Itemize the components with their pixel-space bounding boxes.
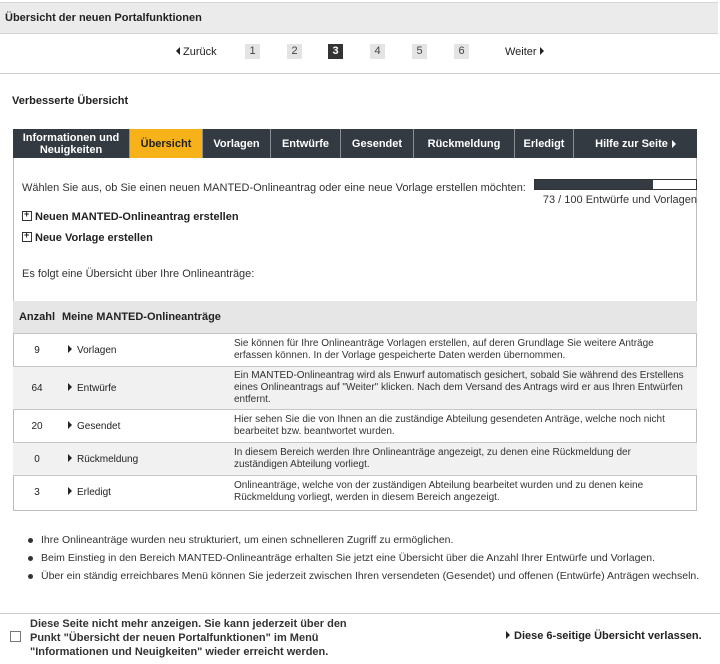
tab-hilfe[interactable] <box>574 129 697 158</box>
tab-vorlagen[interactable] <box>203 129 271 158</box>
arrow-left-icon <box>176 47 180 55</box>
new-document-icon <box>22 211 32 221</box>
divider <box>0 613 720 614</box>
page-2-button[interactable]: 2 <box>287 44 302 59</box>
page-6-button[interactable]: 6 <box>454 44 469 59</box>
create-template-label: Neue Vorlage erstellen <box>35 232 153 244</box>
table-row <box>13 334 697 367</box>
row-name: Vorlagen <box>77 344 117 356</box>
row-link-rueckmeldung[interactable] <box>61 443 234 476</box>
tab-label: Gesendet <box>351 137 403 150</box>
arrow-right-icon <box>68 345 72 353</box>
create-template-link[interactable] <box>22 232 153 244</box>
tab-uebersicht[interactable] <box>130 129 203 158</box>
row-link-vorlagen[interactable] <box>61 334 234 367</box>
column-header-count: Anzahl <box>13 301 61 334</box>
arrow-right-icon <box>68 383 72 391</box>
tab-label: Entwürfe <box>281 137 330 150</box>
arrow-right-icon <box>672 140 676 148</box>
row-count: 64 <box>13 367 61 410</box>
next-link[interactable] <box>505 46 544 58</box>
tab-erledigt[interactable] <box>515 129 574 158</box>
row-name: Gesendet <box>77 420 121 432</box>
back-label: Zurück <box>183 46 217 58</box>
feature-list <box>28 533 708 587</box>
page-header <box>0 2 718 34</box>
page-5-button[interactable]: 5 <box>412 44 427 59</box>
row-description: Hier sehen Sie die von Ihnen an die zuständige Abteilung gesendeten Anträge, welche noch nicht bearbeitet bzw. beantwortet wurden. <box>234 410 697 443</box>
usage-progress-fill <box>535 180 653 189</box>
tab-rueckmeldung[interactable] <box>414 129 515 158</box>
next-label: Weiter <box>505 46 537 58</box>
row-count: 0 <box>13 443 61 476</box>
applications-table <box>13 301 697 508</box>
row-count: 20 <box>13 410 61 443</box>
row-description: Sie können für Ihre Onlineanträge Vorlagen erstellen, auf deren Grundlage Sie weitere Anträge erfassen können. In der Vorlage gespeicherte Daten werden übernommen. <box>234 334 697 367</box>
page-3-button[interactable]: 3 <box>328 44 343 59</box>
tab-gesendet[interactable] <box>341 129 414 158</box>
arrow-right-icon <box>68 454 72 462</box>
dont-show-again-checkbox[interactable] <box>10 631 21 642</box>
arrow-right-icon <box>68 421 72 429</box>
row-count: 3 <box>13 476 61 509</box>
table-row <box>13 367 697 410</box>
arrow-right-icon <box>68 487 72 495</box>
page-title: Übersicht der neuen Portalfunktionen <box>5 12 202 24</box>
row-description: In diesem Bereich werden Ihre Onlineanträge angezeigt, zu denen eine Rückmeldung der zuständigen Abteilung vorliegt. <box>234 443 697 476</box>
list-item: Ihre Onlineanträge wurden neu strukturiert, um einen schnelleren Zugriff zu ermöglichen. <box>28 533 708 548</box>
tab-label: Erledigt <box>523 137 565 150</box>
divider <box>0 73 720 74</box>
row-description: Onlineanträge, welche von der zuständigen Abteilung bearbeitet wurden und zu denen keine Rückmeldung vorliegt, werden in diesem Bereich angezeigt. <box>234 476 697 509</box>
section-title: Verbesserte Übersicht <box>12 95 129 107</box>
row-link-gesendet[interactable] <box>61 410 234 443</box>
list-item: Beim Einstieg in den Bereich MANTED-Onlineanträge erhalten Sie jetzt eine Übersicht über die Anzahl Ihrer Entwürfe und Vorlagen. <box>28 551 708 566</box>
list-item: Über ein ständig erreichbares Menü können Sie jederzeit zwischen Ihren versendeten (Gesendet) und offenen (Entwürfe) Anträgen wechseln. <box>28 569 708 584</box>
tab-label: Hilfe zur Seite <box>595 137 668 150</box>
page-1-button[interactable]: 1 <box>245 44 260 59</box>
table-row <box>13 476 697 509</box>
row-link-erledigt[interactable] <box>61 476 234 509</box>
pagination <box>0 44 720 64</box>
arrow-right-icon <box>540 47 544 55</box>
arrow-right-icon <box>506 631 510 639</box>
tab-bar <box>13 129 697 158</box>
page-4-button[interactable]: 4 <box>370 44 385 59</box>
tab-entwuerfe[interactable] <box>271 129 341 158</box>
tab-informationen[interactable] <box>13 129 130 158</box>
tab-label: Übersicht <box>140 137 192 150</box>
leave-overview-label: Diese 6-seitige Übersicht verlassen. <box>514 630 702 642</box>
tab-label: Informationen und Neuigkeiten <box>22 131 120 156</box>
intro-text: Wählen Sie aus, ob Sie einen neuen MANTED-Onlineantrag oder eine neue Vorlage erstellen möchten: <box>22 182 526 194</box>
usage-progress-bar <box>534 179 697 190</box>
dont-show-again-label: Diese Seite nicht mehr anzeigen. Sie kann jederzeit über den Punkt "Übersicht der neuen Portalfunktionen" im Menü "Informationen und Neuigkeiten" wieder erreicht werden. <box>30 618 347 658</box>
create-application-label: Neuen MANTED-Onlineantrag erstellen <box>35 211 239 223</box>
column-header-applications: Meine MANTED-Onlineanträge <box>61 301 697 334</box>
usage-progress-text: 73 / 100 Entwürfe und Vorlagen <box>542 194 697 206</box>
table-row <box>13 443 697 476</box>
follow-text: Es folgt eine Übersicht über Ihre Onlineanträge: <box>22 268 255 280</box>
row-name: Entwürfe <box>77 382 117 394</box>
tab-label: Rückmeldung <box>427 137 501 150</box>
new-document-icon <box>22 232 32 242</box>
back-link[interactable] <box>176 46 217 58</box>
create-application-link[interactable] <box>22 211 239 223</box>
row-link-entwuerfe[interactable] <box>61 367 234 410</box>
leave-overview-link[interactable] <box>506 630 702 642</box>
row-name: Rückmeldung <box>77 453 139 465</box>
row-description: Ein MANTED-Onlineantrag wird als Enwurf automatisch gesichert, sobald Sie während des Erstellens eines Onlineantrags auf "Weiter" klicken. Nach dem Versand des Antrags wird er aus Ihren Entwürfen entfernt. <box>234 367 697 410</box>
row-count: 9 <box>13 334 61 367</box>
table-row <box>13 410 697 443</box>
tab-label: Vorlagen <box>213 137 260 150</box>
row-name: Erledigt <box>77 486 111 498</box>
